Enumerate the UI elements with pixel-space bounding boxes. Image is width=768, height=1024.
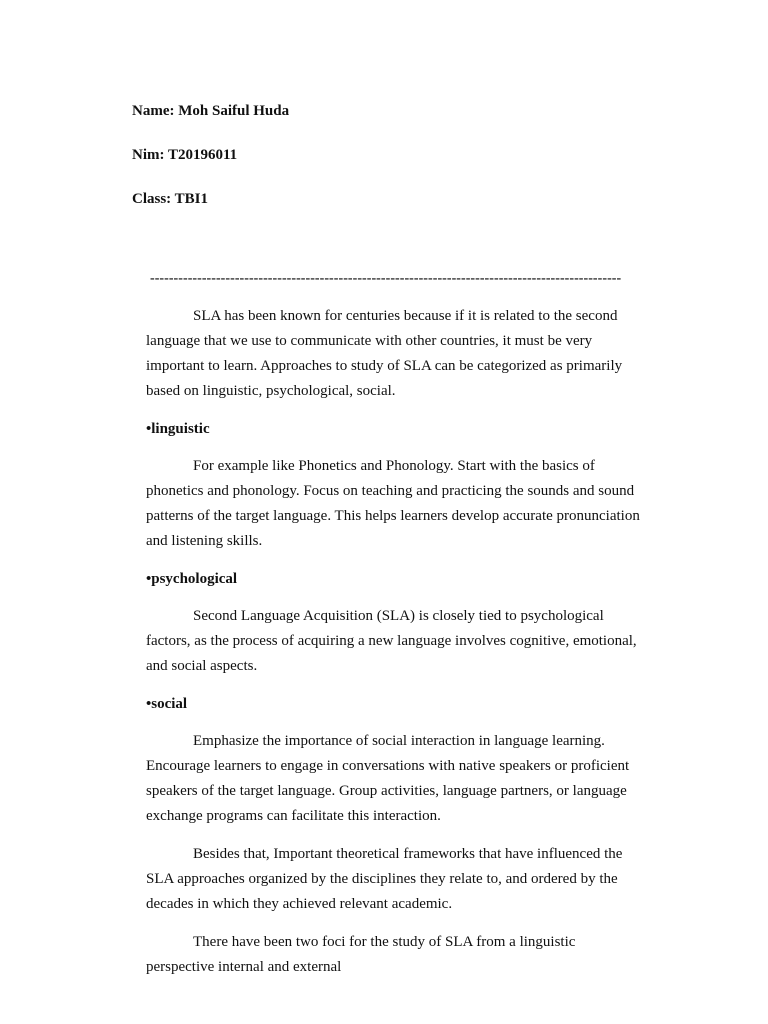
psychological-paragraph (146, 604, 686, 679)
section-heading-psychological: •psychological (146, 571, 238, 587)
paragraph-line: Second Language Acquisition (SLA) is closely tied to psychological (193, 608, 604, 624)
paragraph-line: speakers of the target language. Group activities, language partners, or language (146, 783, 627, 799)
paragraph-line: factors, as the process of acquiring a new language involves cognitive, emotional, (146, 633, 637, 649)
section-heading-social: •social (146, 696, 188, 712)
student-name: Name: Moh Saiful Huda (132, 103, 290, 119)
paragraph-line: Emphasize the importance of social interaction in language learning. (193, 733, 605, 749)
dashed-divider: ---------------------------------------------------------------------------------------------------- (150, 271, 622, 286)
paragraph-line: Encourage learners to engage in conversations with native speakers or proficient (146, 758, 630, 774)
social-paragraph (146, 729, 686, 829)
paragraph-line: language that we use to communicate with other countries, it must be very (146, 333, 593, 349)
paragraph-line: patterns of the target language. This helps learners develop accurate pronunciation (146, 508, 640, 524)
foci-paragraph (146, 930, 686, 980)
paragraph-line: based on linguistic, psychological, social. (146, 383, 396, 399)
paragraph-line: For example like Phonetics and Phonology. Start with the basics of (193, 458, 595, 474)
linguistic-paragraph (146, 454, 686, 554)
intro-paragraph (146, 304, 686, 404)
paragraph-line: There have been two foci for the study of SLA from a linguistic (193, 934, 576, 950)
paragraph-line: SLA has been known for centuries because if it is related to the second (193, 308, 618, 324)
frameworks-paragraph (146, 842, 686, 917)
paragraph-line: exchange programs can facilitate this interaction. (146, 808, 441, 824)
paragraph-line: phonetics and phonology. Focus on teaching and practicing the sounds and sound (146, 483, 635, 499)
student-class: Class: TBI1 (132, 191, 208, 207)
paragraph-line: and listening skills. (146, 533, 263, 549)
paragraph-line: and social aspects. (146, 658, 258, 674)
student-nim: Nim: T20196011 (132, 147, 238, 163)
paragraph-line: SLA approaches organized by the disciplines they relate to, and ordered by the (146, 871, 618, 887)
paragraph-line: Besides that, Important theoretical frameworks that have influenced the (193, 846, 623, 862)
section-heading-linguistic: •linguistic (146, 421, 210, 437)
paragraph-line: perspective internal and external (146, 959, 342, 975)
paragraph-line: important to learn. Approaches to study of SLA can be categorized as primarily (146, 358, 623, 374)
paragraph-line: decades in which they achieved relevant academic. (146, 896, 453, 912)
